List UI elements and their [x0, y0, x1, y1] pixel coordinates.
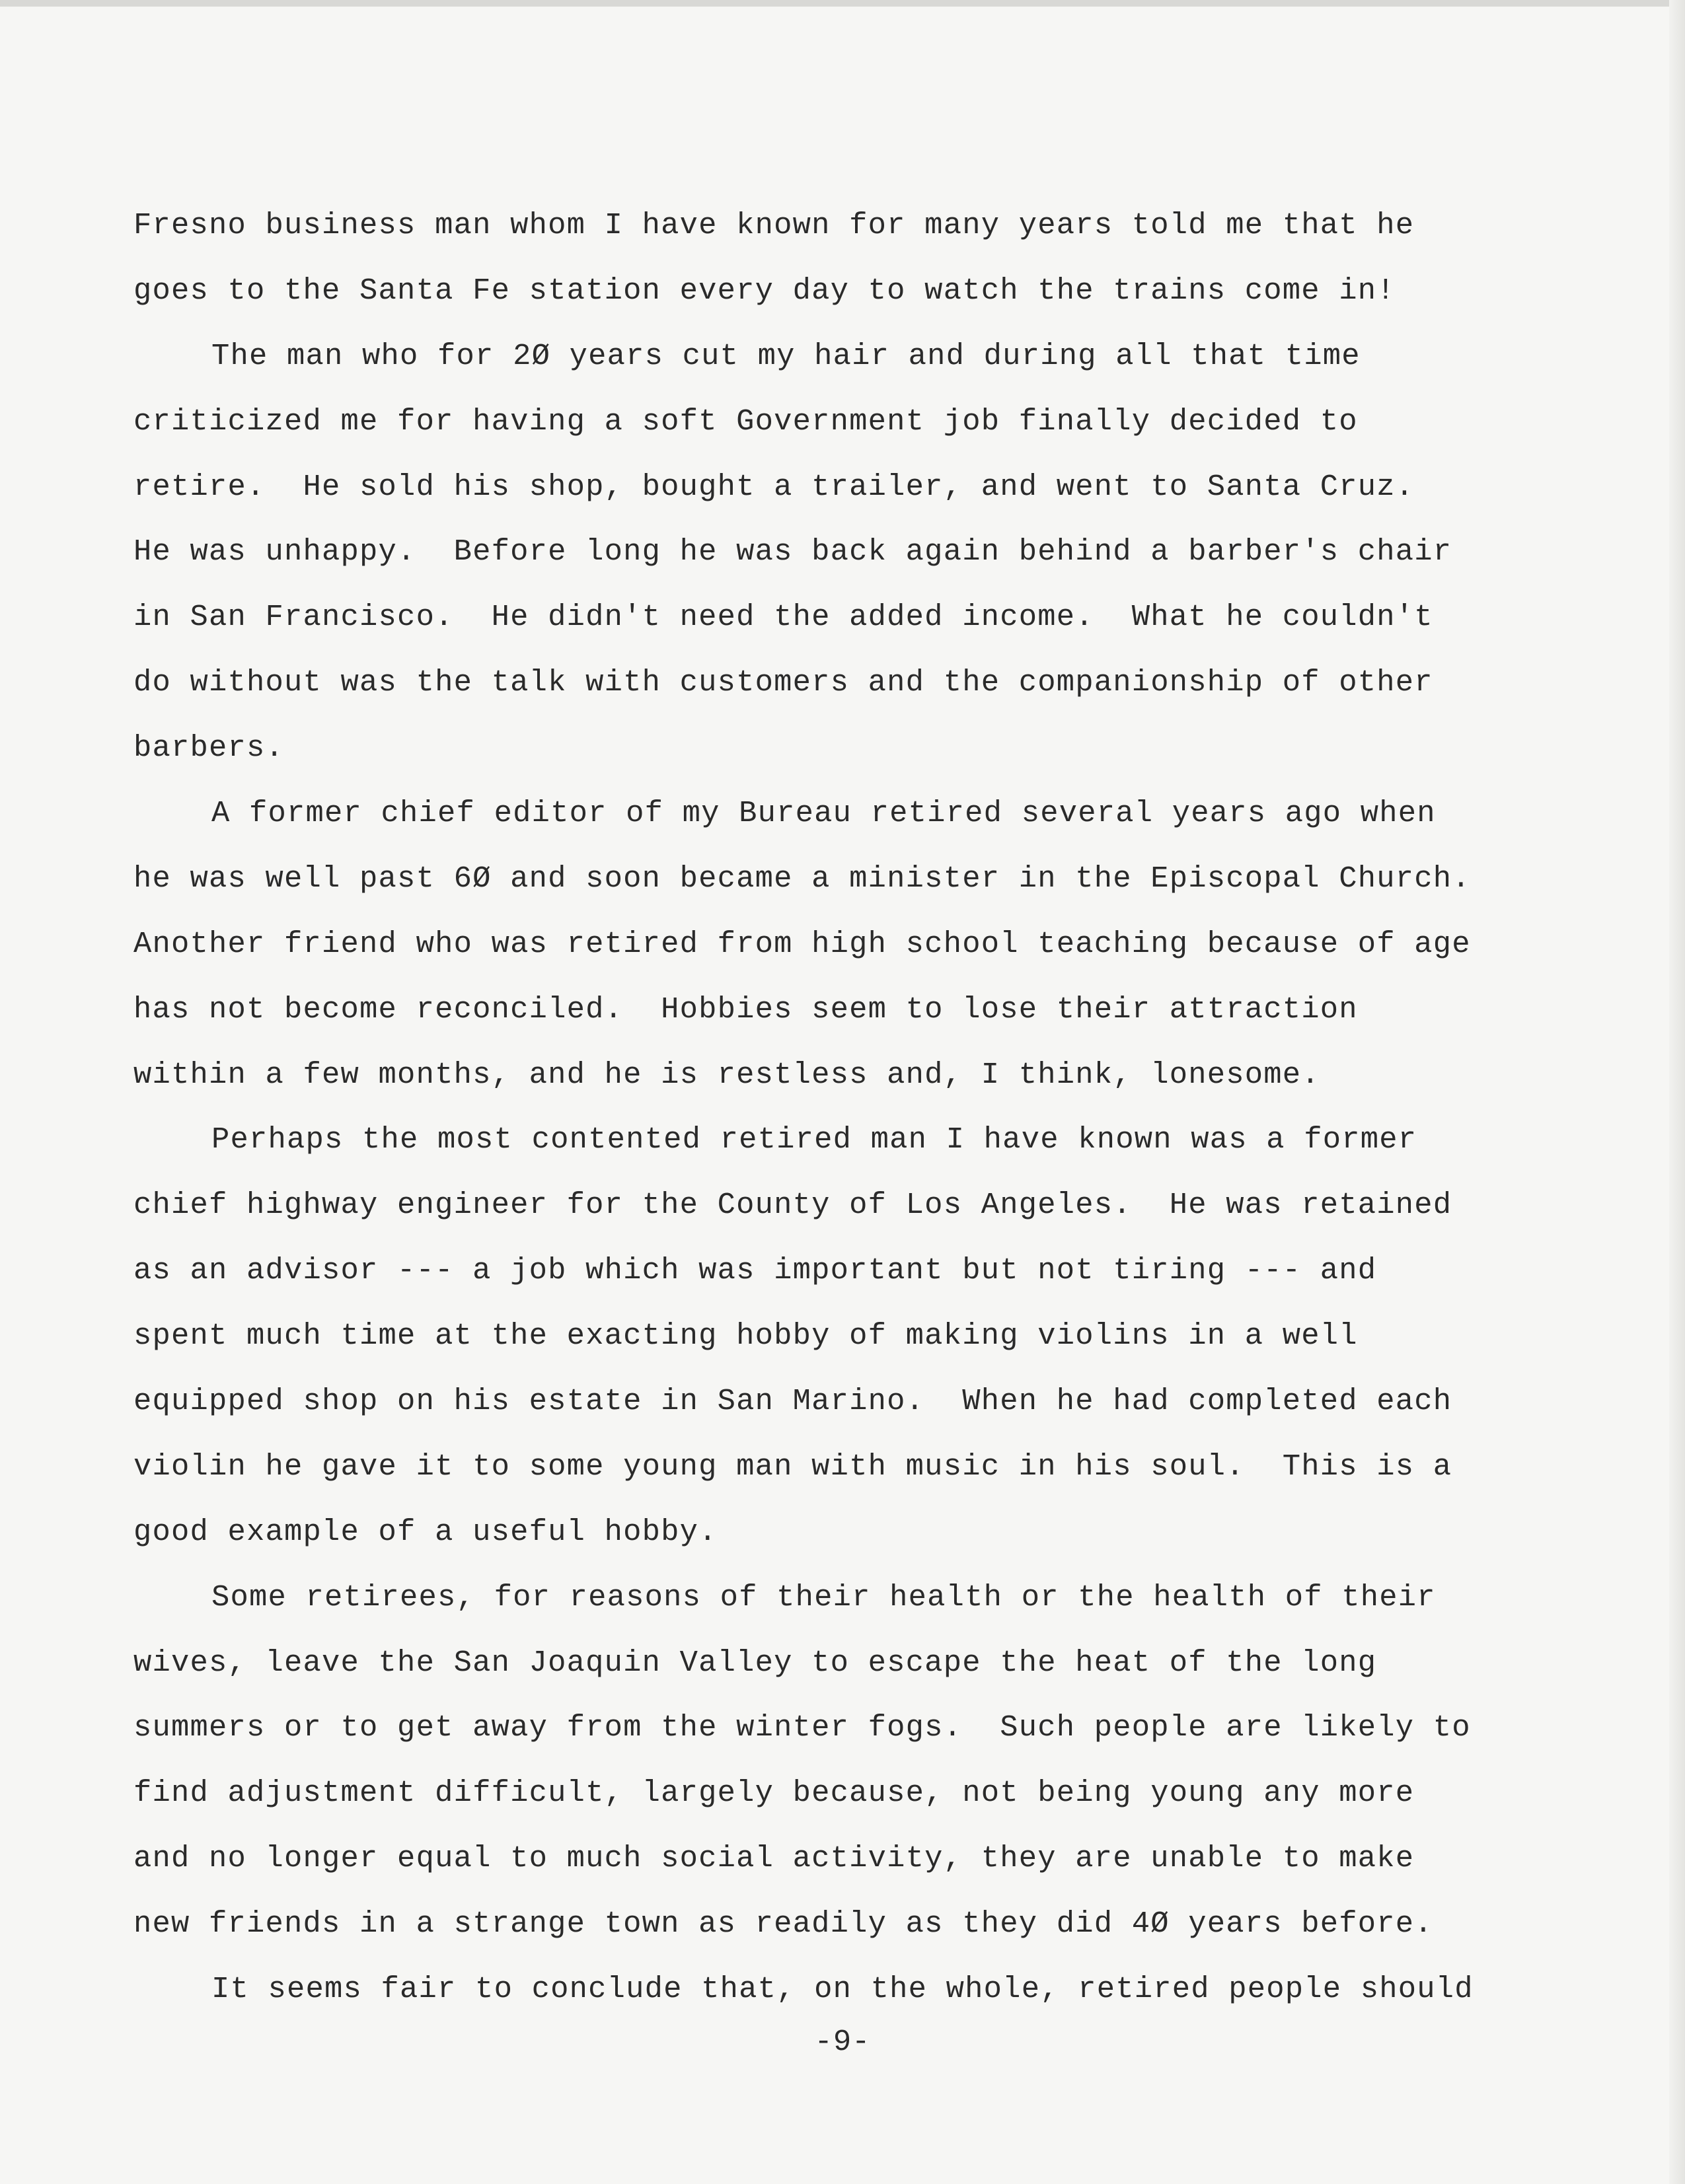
text-line: as an advisor --- a job which was important but not tiring --- and [133, 1253, 1377, 1288]
text-line: He was unhappy. Before long he was back again behind a barber's chair [133, 534, 1452, 569]
text-line: It seems fair to conclude that, on the whole, retired people should [211, 1972, 1474, 2007]
text-line: Another friend who was retired from high school teaching because of age [133, 926, 1471, 961]
text-line: equipped shop on his estate in San Marino. When he had completed each [133, 1384, 1452, 1419]
text-line: new friends in a strange town as readily as they did 4Ø years before. [133, 1907, 1433, 1942]
text-line: goes to the Santa Fe station every day to watch the trains come in! [133, 273, 1396, 308]
text-line: Fresno business man whom I have known for many years told me that he [133, 208, 1415, 242]
text-line: has not become reconciled. Hobbies seem to lose their attraction [133, 992, 1358, 1027]
text-line: Some retirees, for reasons of their health or the health of their [211, 1580, 1436, 1615]
text-line: spent much time at the exacting hobby of making violins in a well [133, 1319, 1358, 1354]
body-text [133, 193, 1554, 2022]
text-line: chief highway engineer for the County of Los Angeles. He was retained [133, 1188, 1452, 1223]
text-line: do without was the talk with customers and the companionship of other [133, 665, 1433, 700]
text-line: within a few months, and he is restless and, I think, lonesome. [133, 1057, 1320, 1092]
text-line: A former chief editor of my Bureau retired several years ago when [211, 796, 1436, 831]
text-line: retire. He sold his shop, bought a trailer, and went to Santa Cruz. [133, 469, 1415, 504]
text-line: he was well past 6Ø and soon became a minister in the Episcopal Church. [133, 861, 1471, 896]
text-line: and no longer equal to much social activity, they are unable to make [133, 1841, 1415, 1876]
text-line: The man who for 2Ø years cut my hair and during all that time [211, 338, 1361, 373]
text-line: summers or to get away from the winter fogs. Such people are likely to [133, 1710, 1471, 1745]
text-line: wives, leave the San Joaquin Valley to escape the heat of the long [133, 1645, 1377, 1680]
page-number: -9- [814, 2025, 871, 2059]
text-line: barbers. [133, 731, 285, 766]
text-line: find adjustment difficult, largely because, not being young any more [133, 1776, 1415, 1811]
page-right-edge [1669, 0, 1685, 2184]
text-line: violin he gave it to some young man with music in his soul. This is a [133, 1449, 1452, 1484]
page-top-edge [0, 0, 1685, 7]
text-line: Perhaps the most contented retired man I have known was a former [211, 1122, 1417, 1157]
text-line: in San Francisco. He didn't need the added income. What he couldn't [133, 600, 1433, 635]
text-line: good example of a useful hobby. [133, 1514, 718, 1549]
text-line: criticized me for having a soft Government job finally decided to [133, 404, 1358, 439]
